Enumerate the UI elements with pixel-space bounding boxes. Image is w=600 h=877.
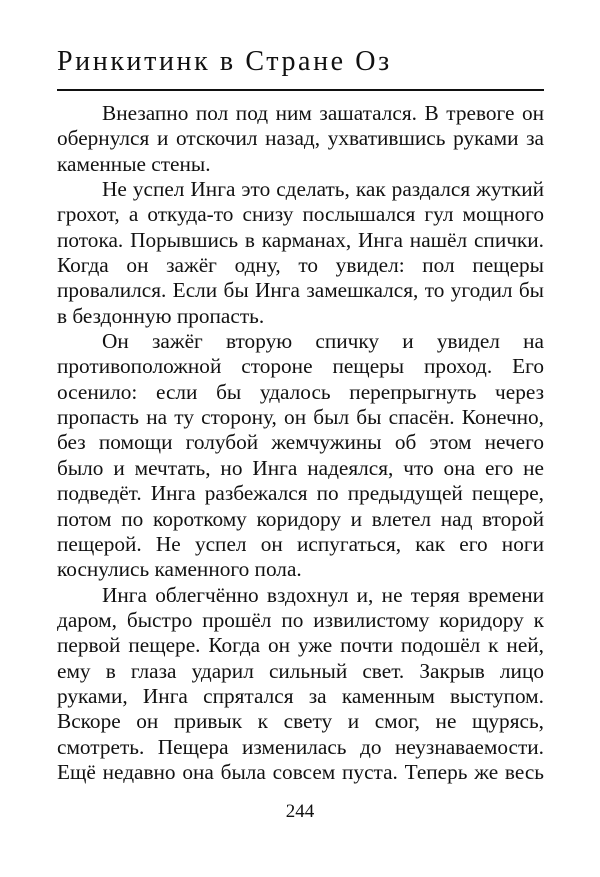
text-line: руками, Инга спрятался за каменным выступом. [57,683,544,708]
text-line: даром, быстро прошёл по извилистому коридору к [57,607,544,632]
text-line: противоположной стороне пещеры проход. Его [57,354,544,379]
text-line: Не успел Инга это сделать, как раздался жуткий [102,177,544,202]
text-line: пещерой. Не успел он испугаться, как его ноги [57,531,544,556]
text-line: потока. Порывшись в карманах, Инга нашёл спички. [57,227,544,252]
header-rule [57,89,544,91]
text-line: было и мечтать, но Инга надеялся, что она его не [57,455,544,480]
text-line: подведёт. Инга разбежался по предыдущей пещере, [57,481,544,506]
text-line: Вскоре он привык к свету и смог, не щурясь, [57,709,544,734]
text-line: Когда он зажёг одну, то увидел: пол пещеры [57,253,544,278]
text-line: провалился. Если бы Инга замешкался, то угодил бы [57,278,544,303]
text-line: Он зажёг вторую спичку и увидел на [102,329,544,354]
text-line: коснулись каменного пола. [57,557,302,582]
text-line: первой пещере. Когда он уже почти подошёл к ней, [57,633,544,658]
text-line: каменные стены. [57,151,211,176]
text-line: обернулся и отскочил назад, ухватившись руками за [57,126,544,151]
text-line: Ещё недавно она была совсем пуста. Теперь же весь [57,759,544,784]
running-title: Ринкитинк в Стране Оз [57,46,392,77]
text-line: пропасть на ту сторону, он был бы спасён. Конечно, [57,405,544,430]
text-line: ему в глаза ударил сильный свет. Закрыв лицо [57,658,544,683]
text-line: потом по короткому коридору и влетел над второй [57,506,544,531]
text-line: без помощи голубой жемчужины об этом нечего [57,430,544,455]
page-number: 244 [285,801,315,822]
text-line: в бездонную пропасть. [57,303,265,328]
text-line: грохот, а откуда-то снизу послышался гул мощного [57,202,544,227]
text-line: смотреть. Пещера изменилась до неузнаваемости. [57,734,544,759]
text-line: осенило: если бы удалось перепрыгнуть через [57,379,544,404]
text-line: Инга облегчённо вздохнул и, не теряя времени [102,582,544,607]
body-text [57,101,544,785]
text-line: Внезапно пол под ним зашатался. В тревоге он [102,101,544,125]
